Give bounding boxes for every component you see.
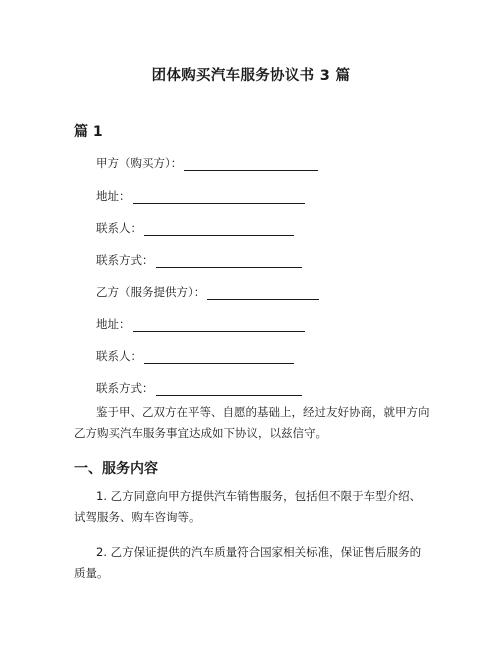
- party-a-contact-blank: [144, 223, 294, 236]
- party-b-phone-blank: [156, 383, 302, 396]
- clause-1-item-2: 2. 乙方保证提供的汽车质量符合国家相关标准，保证售后服务的质量。: [74, 545, 422, 580]
- party-a-address-line: [96, 188, 305, 204]
- party-b-contact-line: [96, 348, 294, 364]
- party-a-phone-line: [96, 252, 302, 268]
- party-b-contact-label: 联系人：: [96, 349, 142, 363]
- party-b-phone-line: [96, 380, 302, 396]
- party-a-address-blank: [133, 191, 305, 204]
- section-heading-1: 篇 1: [74, 124, 103, 140]
- document-title: 团体购买汽车服务协议书 3 篇: [151, 68, 351, 84]
- party-b-name-line: [96, 284, 319, 300]
- party-b-name-label: 乙方（服务提供方）：: [96, 285, 206, 299]
- party-a-phone-label: 联系方式：: [96, 253, 154, 267]
- party-a-contact-line: [96, 220, 294, 236]
- party-a-name-label: 甲方（购买方）：: [96, 156, 183, 170]
- party-b-name-blank: [207, 287, 319, 300]
- party-b-address-label: 地址：: [96, 317, 131, 331]
- party-a-phone-blank: [156, 255, 302, 268]
- party-a-contact-label: 联系人：: [96, 221, 142, 235]
- party-a-name-line: [96, 155, 318, 171]
- party-b-address-blank: [133, 319, 305, 332]
- clause-1-heading: 一、服务内容: [74, 461, 158, 477]
- clause-1-item-1: 1. 乙方同意向甲方提供汽车销售服务，包括但不限于车型介绍、试驾服务、购车咨询等。: [74, 489, 422, 524]
- party-b-phone-label: 联系方式：: [96, 381, 154, 395]
- party-a-name-blank: [184, 158, 318, 171]
- party-b-address-line: [96, 316, 305, 332]
- party-b-contact-blank: [144, 351, 294, 364]
- party-a-address-label: 地址：: [96, 189, 131, 203]
- preamble-paragraph: 鉴于甲、乙双方在平等、自愿的基础上，经过友好协商，就甲方向乙方购买汽车服务事宜达成如下协议，以兹信守。: [74, 405, 430, 440]
